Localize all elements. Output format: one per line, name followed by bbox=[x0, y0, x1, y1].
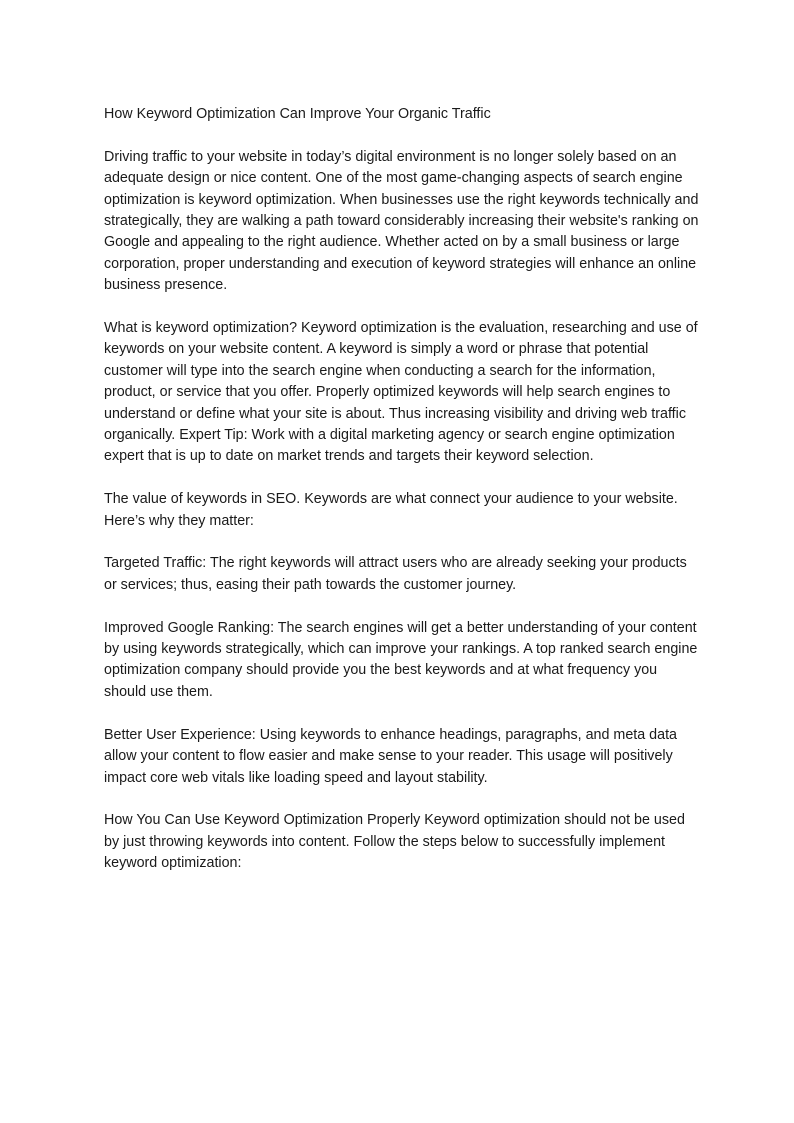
document-title: How Keyword Optimization Can Improve Your Organic Traffic bbox=[104, 106, 491, 122]
paragraph-improved-ranking: Improved Google Ranking: The search engines will get a better understanding of your content by using keywords strategically, which can improve your rankings. A top ranked search engine optimization company should provide you the best keywords and at what frequency you should use them. bbox=[104, 619, 698, 700]
paragraph-targeted-traffic: Targeted Traffic: The right keywords will attract users who are already seeking your products or services; thus, easing their path towards the customer journey. bbox=[104, 555, 687, 593]
document-body bbox=[104, 104, 702, 896]
paragraph-how-to-use: How You Can Use Keyword Optimization Properly Keyword optimization should not be used by just throwing keywords into content. Follow the steps below to successfully implement keyword optimization: bbox=[104, 812, 685, 872]
paragraph-value-of-keywords: The value of keywords in SEO. Keywords are what connect your audience to your website. Here’s why they matter: bbox=[104, 491, 678, 529]
paragraph-what-is-keyword-optimization: What is keyword optimization? Keyword optimization is the evaluation, researching and use of keywords on your website content. A keyword is simply a word or phrase that potential customer will type into the search engine when conducting a search for the information, product, or service that you offer. Properly optimized keywords will help search engines to understand or define what your site is about. Thus increasing visibility and driving web traffic organically. Expert Tip: Work with a digital marketing agency or search engine optimization expert that is up to date on market trends and targets their keyword selection. bbox=[104, 320, 698, 465]
paragraph-intro: Driving traffic to your website in today’s digital environment is no longer solely based on an adequate design or nice content. One of the most game-changing aspects of search engine optimization is keyword optimization. When businesses use the right keywords technically and strategically, they are walking a path toward considerably increasing their website's ranking on Google and appealing to the right audience. Whether acted on by a small business or large corporation, proper understanding and execution of keyword strategies will enhance an online business presence. bbox=[104, 148, 699, 294]
paragraph-user-experience: Better User Experience: Using keywords to enhance headings, paragraphs, and meta data allow your content to flow easier and make sense to your reader. This usage will positively impact core web vitals like loading speed and layout stability. bbox=[104, 726, 678, 786]
